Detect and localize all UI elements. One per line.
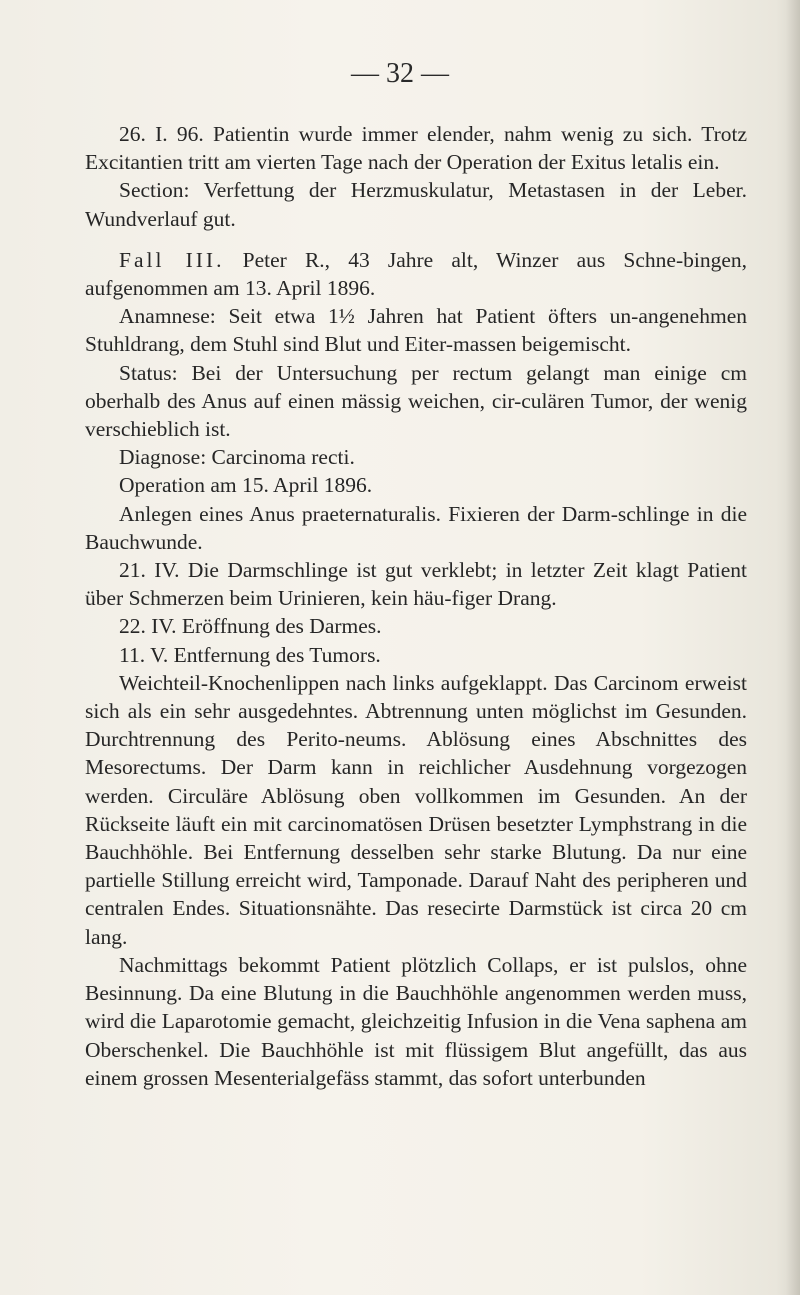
paragraph-text: Nachmittags bekommt Patient plötzlich Collaps, er ist pulslos, ohne Besinnung. Da eine Blutung in die Bauchhöhle angenommen werden muss, wird die Laparotomie gemacht, gleichzeitig Infusion in die Vena saphena am Oberschenkel. Die Bauchhöhle ist mit flüssigem Blut angefüllt, das aus einem grossen Mesenterialgefäss stammt, das sofort unterbunden bbox=[85, 952, 747, 1090]
paragraph bbox=[85, 120, 747, 176]
paragraph bbox=[85, 556, 747, 612]
paragraph bbox=[85, 471, 747, 499]
paragraph-text: 22. IV. Eröffnung des Darmes. bbox=[119, 614, 382, 639]
paragraph bbox=[85, 302, 747, 358]
paragraph-text: 26. I. 96. Patientin wurde immer elender, nahm wenig zu sich. Trotz Excitantien tritt am vierten Tage nach der Operation der Exitus letalis ein. bbox=[85, 122, 747, 175]
paragraph-text: Anlegen eines Anus praeternaturalis. Fixieren der Darm-schlinge in die Bauchwunde. bbox=[85, 501, 747, 554]
paragraph bbox=[85, 500, 747, 556]
paragraph-text: Diagnose: Carcinoma recti. bbox=[119, 445, 355, 470]
paragraph-text: Status: Bei der Untersuchung per rectum gelangt man einige cm oberhalb des Anus auf einen mässig weichen, cir-culären Tumor, der wenig verschieblich ist. bbox=[85, 360, 747, 442]
case-heading-paragraph bbox=[85, 246, 747, 302]
paragraph bbox=[85, 359, 747, 444]
body-text bbox=[85, 120, 747, 1092]
paragraph-text: Peter R., 43 Jahre alt, Winzer aus Schne-bingen, aufgenommen am 13. April 1896. bbox=[85, 247, 747, 301]
paragraph-text: Weichteil-Knochenlippen nach links aufgeklappt. Das Carcinom erweist sich als ein sehr ausgedehntes. Abtrennung unten möglichst im Gesunden. Durchtrennung des Perito-neums. Ablösung eines Abschnittes des Mesorectums. Der Darm kann in reichlicher Ausdehnung vorgezogen werden. Circuläre Ablösung oben vollkommen im Gesunden. An der Rückseite läuft ein mit carcinomatösen Drüsen besetzter Lymphstrang in die Bauchhöhle. Bei Entfernung desselben sehr starke Blutung. Da nur eine partielle Stillung erreicht wird, Tamponade. Darauf Naht des peripheren und centralen Endes. Situationsnähte. Das resecirte Darmstück ist circa 20 cm lang. bbox=[85, 670, 747, 949]
paragraph bbox=[85, 641, 747, 669]
paragraph bbox=[85, 669, 747, 951]
paragraph bbox=[85, 951, 747, 1092]
page-number: — 32 — bbox=[351, 58, 449, 89]
paragraph bbox=[85, 176, 747, 232]
paragraph bbox=[85, 443, 747, 471]
case-heading: Fall III. bbox=[119, 247, 225, 272]
page-edge-shadow bbox=[786, 0, 800, 1295]
paragraph-text: Anamnese: Seit etwa 1½ Jahren hat Patient öfters un-angenehmen Stuhldrang, dem Stuhl sind Blut und Eiter-massen beigemischt. bbox=[85, 304, 747, 357]
paragraph-text: Operation am 15. April 1896. bbox=[119, 473, 373, 498]
paragraph-text: Section: Verfettung der Herzmuskulatur, Metastasen in der Leber. Wundverlauf gut. bbox=[85, 178, 747, 231]
paragraph-text: 21. IV. Die Darmschlinge ist gut verklebt; in letzter Zeit klagt Patient über Schmerzen beim Urinieren, kein häu-figer Drang. bbox=[85, 558, 747, 611]
paragraph-text: 11. V. Entfernung des Tumors. bbox=[119, 642, 381, 667]
paragraph bbox=[85, 612, 747, 640]
